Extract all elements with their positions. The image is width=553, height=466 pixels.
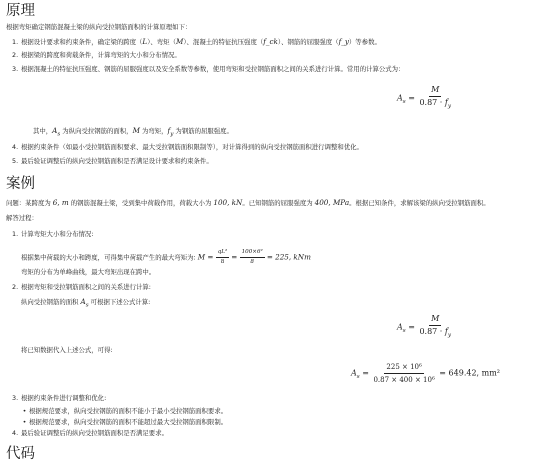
bullet-icon: • [22, 418, 27, 426]
section-title-code: 代码 [6, 446, 35, 462]
principle-intro: 根据弯矩确定钢筋混凝土梁的纵向受拉钢筋面积的计算原理如下： [6, 23, 192, 31]
case-step-1-detail: 根据集中荷载的大小和跨度，可得集中荷载产生的最大弯矩为: M = $\frac{\text{qL²}}{8}$ = $\frac{\text{100×6²}}{8}$ = 225, kNm [21, 249, 311, 265]
formula-as-3: $A_s$ = $\frac{\text{225 × 10⁶}}{\text{0.87 × 400 × 10⁶}}$ = 649.42, mm² [351, 363, 500, 384]
case-bullet-2: • 根据规范要求，纵向受拉钢筋的面积不能超过最大受拉钢筋面积限制。 [20, 418, 227, 427]
bullet-icon: • [22, 407, 27, 415]
section-title-case: 案例 [6, 176, 35, 192]
principle-where: 其中，$A_s$ 为纵向受拉钢筋的面积，M 为弯矩，$f_y$ 为钢筋的屈服强度。 [33, 126, 233, 138]
principle-item-1: 1. 根据设计要求和约束条件，确定梁的跨度（L）、弯矩（M）、混凝土的特征抗压强度（f_ck）、钢筋的屈服强度（f_y）等参数。 [12, 37, 381, 46]
case-step-4: 4. 最后验证调整后的纵向受拉钢筋面积是否满足要求。 [12, 429, 168, 437]
case-process-label: 解答过程： [6, 214, 38, 222]
case-step-2: 2. 根据弯矩和受拉钢筋面积之间的关系进行计算: [12, 283, 151, 291]
formula-as-1: $A_s$ = $\frac{M}{0.87 \cdot f_y}$ [397, 85, 452, 110]
principle-item-5: 5. 最后验证调整后的纵向受拉钢筋面积是否满足设计要求和约束条件。 [12, 157, 213, 165]
case-step-1-note: 弯矩的分布为单峰曲线，最大弯矩出现在跨中。 [21, 268, 156, 276]
case-step-1: 1. 计算弯矩大小和分布情况: [12, 230, 94, 238]
principle-item-2: 2. 根据梁的跨度和荷载条件，计算弯矩的大小和分布情况。 [12, 51, 181, 59]
case-step-2-detail: 纵向受拉钢筋的面积 $A_s$ 可根据下述公式计算: [21, 297, 151, 309]
formula-as-2: $A_s$ = $\frac{M}{0.87 \cdot f_y}$ [397, 314, 452, 339]
principle-item-3: 3. 根据混凝土的特征抗压强度、钢筋的屈服强度以及安全系数等参数，使用弯矩和受拉钢筋面积之间的关系进行计算。常用的计算公式为： [12, 65, 405, 73]
principle-item-4: 4. 根据约束条件（如最小受拉钢筋面积要求、最大受拉钢筋面积限制等），对计算得到的纵向受拉钢筋面积进行调整和优化。 [12, 143, 363, 151]
section-title-principle: 原理 [6, 3, 35, 19]
case-question: 问题：某跨度为 6, m 的钢筋混凝土梁，受到集中荷载作用，荷载大小为 100, kN。已知钢筋的屈服强度为 400, MPa。根据已知条件，求解该梁的纵向受拉钢筋面积。 [6, 198, 490, 207]
case-step-3: 3. 根据约束条件进行调整和优化: [12, 394, 107, 402]
case-bullet-1: • 根据规范要求，纵向受拉钢筋的面积不能小于最小受拉钢筋面积要求。 [20, 407, 227, 416]
case-step-2-substitute: 将已知数据代入上述公式，可得: [21, 346, 113, 354]
